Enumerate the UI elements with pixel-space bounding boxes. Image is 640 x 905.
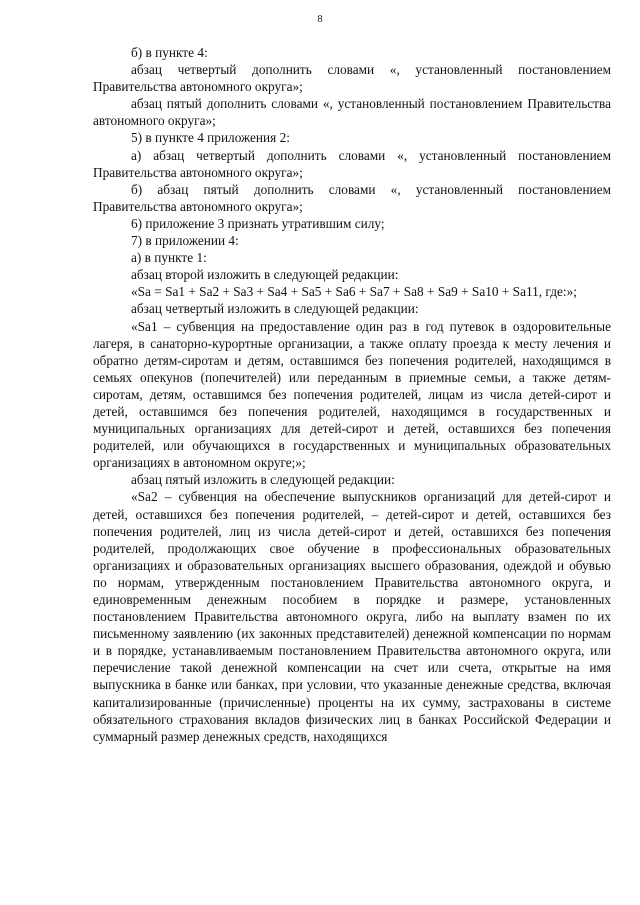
paragraph-item-b-point-4: б) в пункте 4: [131, 45, 208, 60]
document-body [93, 44, 611, 745]
paragraph-fourth-abzac-intro: абзац четвертый изложить в следующей редакции: [131, 301, 419, 317]
page-number: 8 [317, 14, 323, 25]
paragraph-fifth-abzac-intro: абзац пятый изложить в следующей редакции: [131, 472, 395, 488]
paragraph-item-6-appendix-3: 6) приложение 3 признать утратившим силу; [131, 215, 385, 231]
paragraph-fourth-abzac-amend: абзац четвертый дополнить словами «, установленный постановлением Правительства автономного округа»; [93, 62, 611, 95]
paragraph-item-b-fifth-abzac: б) абзац пятый дополнить словами «, установленный постановлением Правительства автономного округа»; [93, 181, 611, 214]
paragraph-fifth-abzac-amend: абзац пятый дополнить словами «, установленный постановлением Правительства автономного округа»; [93, 96, 611, 129]
paragraph-formula: «Sа = Sа1 + Sа2 + Sа3 + Sа4 + Sа5 + Sа6 + Sа7 + Sа8 + Sа9 + Sа10 + Sа11, где:»; [131, 284, 577, 300]
paragraph-sa1-definition: «Sа1 – субвенция на предоставление один раз в год путевок в оздоровительные лагеря, в санаторно-курортные организации, а также оплату проезда к месту лечения и обратно детям-сиротам и детям, оставшимся без попечения родителей, находящимся в семьях опекунов (попечителей) или переданным в приемные семьи, а также детям-сиротам, детям, оставшимся без попечения родителей, лицам из числа детей-сирот и детей, оставшимся без попечения родителей, находящимся в государственных и муниципальных организациях для детей-сирот и детей, оставшихся без попечения родителей, или обучающихся в государственных и муниципальных образовательных организациях в автономном округе;»; [93, 318, 611, 471]
paragraph-item-a-point-1: а) в пункте 1: [131, 250, 207, 266]
paragraph-second-abzac-intro: абзац второй изложить в следующей редакции: [131, 267, 399, 283]
paragraph-item-5-appendix-2: 5) в пункте 4 приложения 2: [131, 130, 290, 146]
paragraph-item-a-fourth-abzac: а) абзац четвертый дополнить словами «, установленный постановлением Правительства автономного округа»; [93, 147, 611, 180]
paragraph-item-7-appendix-4: 7) в приложении 4: [131, 233, 239, 249]
paragraph-sa2-definition: «Sа2 – субвенция на обеспечение выпускников организаций для детей-сирот и детей, оставшихся без попечения родителей, – детей-сирот и детей, оставшихся без попечения родителей, лиц из числа детей-сирот и детей, оставшихся без попечения родителей, продолжающих свое обучение в профессиональных образовательных организациях и образовательных организациях высшего образования, одеждой и обувью по нормам, утвержденным постановлением Правительства автономного округа, и единовременным денежным пособием в порядке и размере, установленных постановлением Правительства автономного округа, либо на выплату взамен по их письменному заявлению (их законных представителей) денежной компенсации по нормам и в порядке, устанавливаемым постановлением Правительства автономного округа, или перечисление такой денежной компенсации на счет или счета, открытые на имя выпускника в банке или банках, при условии, что указанные денежные средства, включая капитализированные (причисленные) проценты на их сумму, застрахованы в системе обязательного страхования вкладов физических лиц в банках Российской Федерации и суммарный размер денежных средств, находящихся [93, 489, 611, 744]
